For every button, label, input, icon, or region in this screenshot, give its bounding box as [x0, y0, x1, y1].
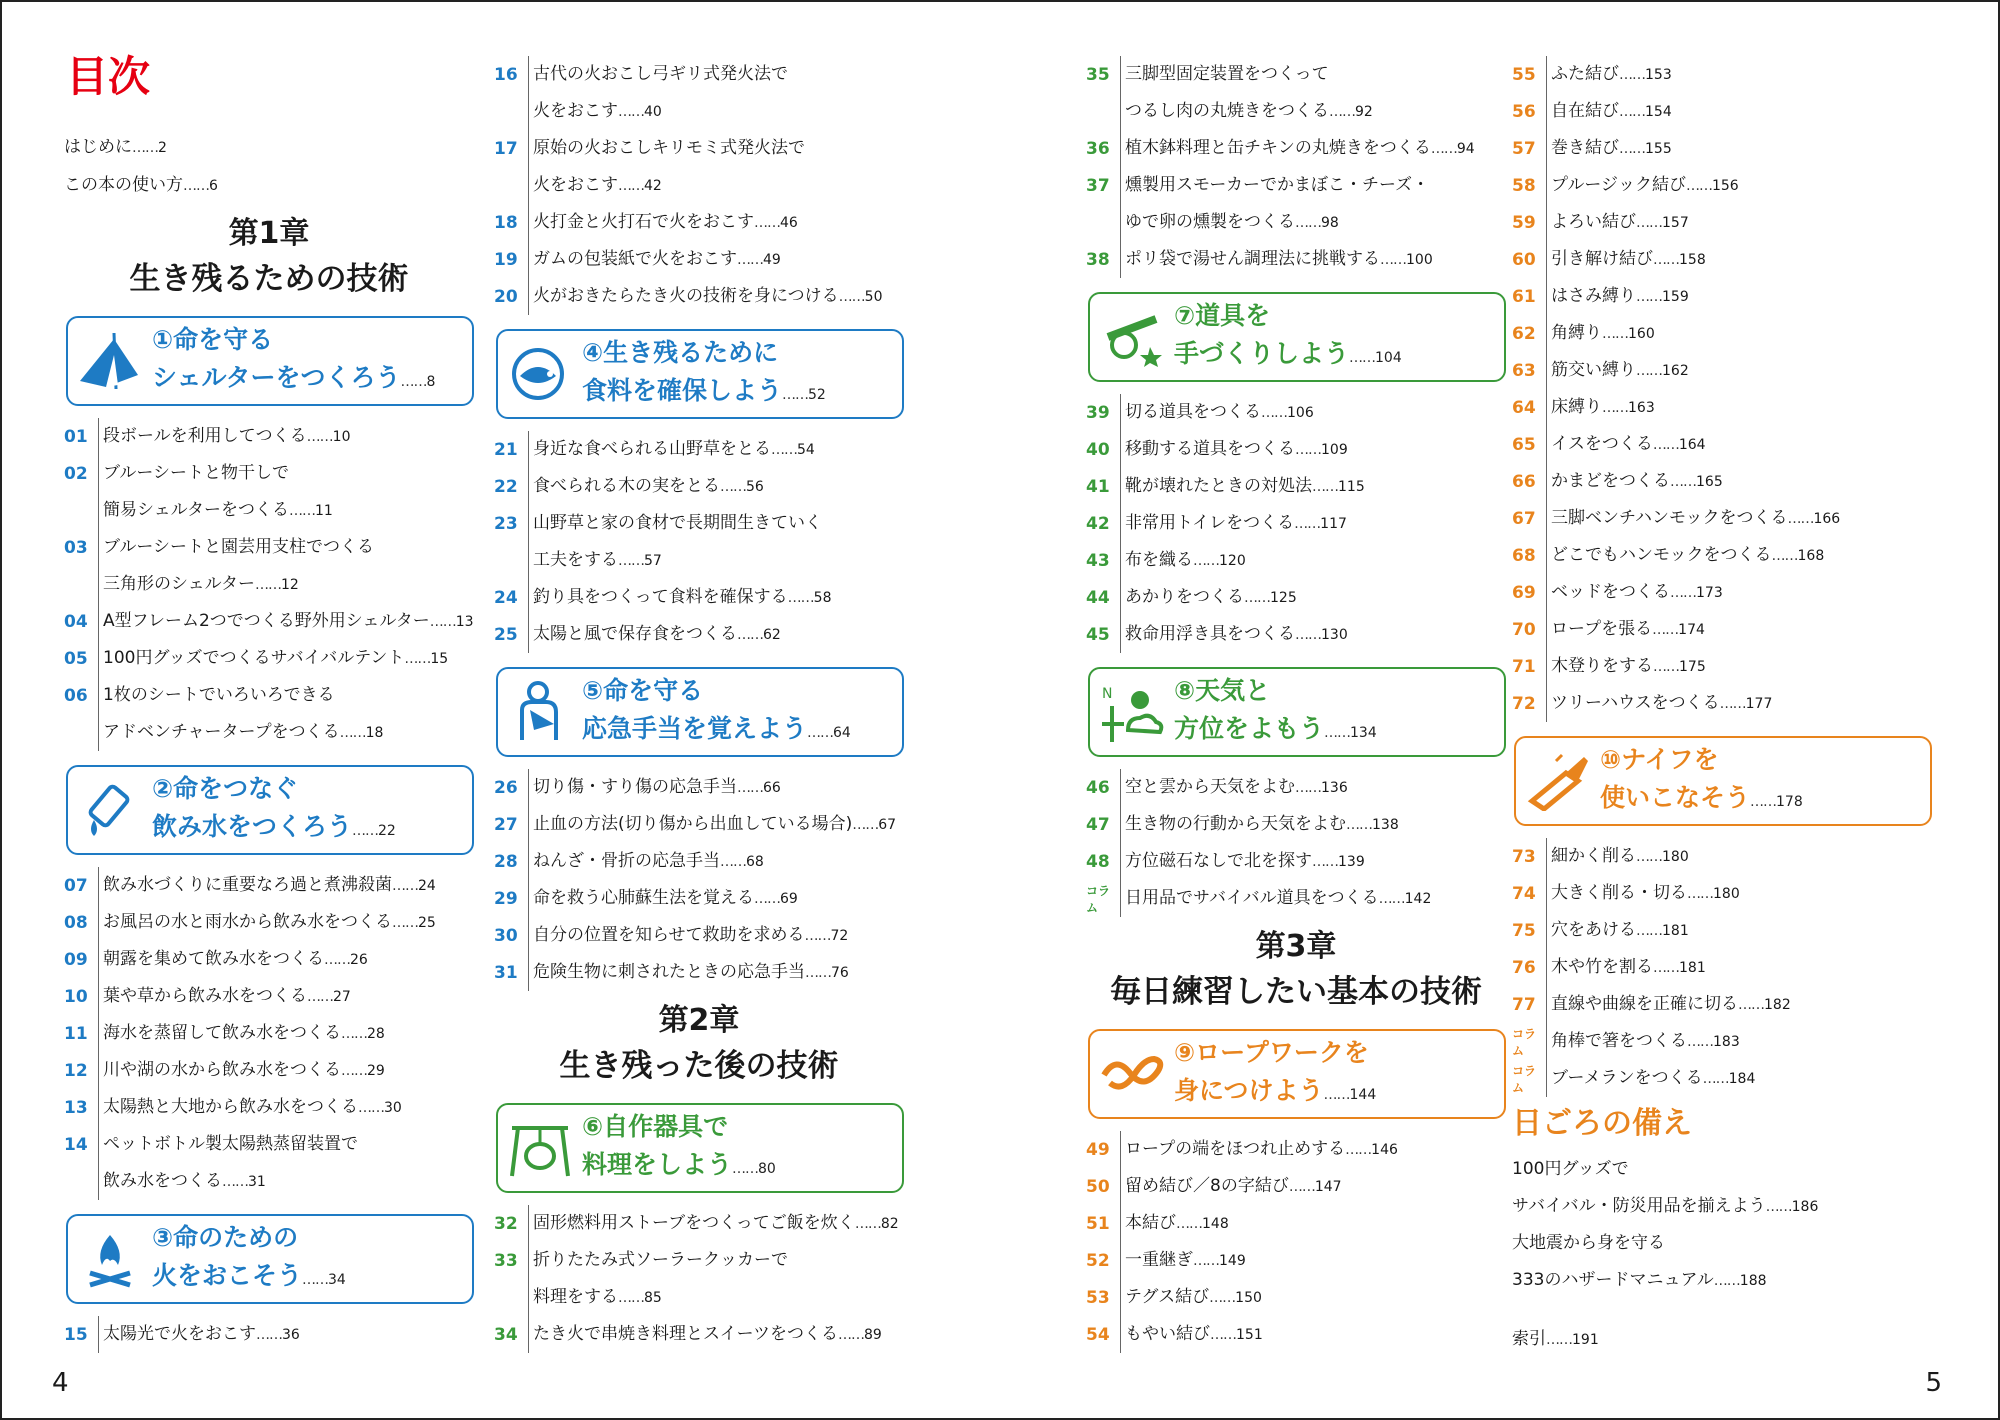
- section-3-box[interactable]: ③命のための 火をおこそう…… 34: [66, 1214, 474, 1304]
- toc-item[interactable]: 42 非常用トイレをつくる…… 117: [1086, 505, 1506, 542]
- toc-item[interactable]: 45 救命用浮き具をつくる…… 130: [1086, 616, 1506, 653]
- column-2: [494, 56, 904, 1353]
- toc-item[interactable]: 10 葉や草から飲み水をつくる…… 27: [64, 978, 474, 1015]
- toc-item[interactable]: 12 川や湖の水から飲み水をつくる…… 29: [64, 1052, 474, 1089]
- toc-item[interactable]: 24 釣り具をつくって食料を確保する…… 58: [494, 579, 904, 616]
- toc-item[interactable]: 34 たき火で串焼き料理とスイーツをつくる…… 89: [494, 1316, 904, 1353]
- section-1-box[interactable]: ①命を守る シェルターをつくろう…… 8: [66, 316, 474, 406]
- toc-item[interactable]: 26 切り傷・すり傷の応急手当…… 66: [494, 769, 904, 806]
- section-6-box[interactable]: ⑥自作器具で 料理をしよう…… 80: [496, 1103, 904, 1193]
- toc-item[interactable]: 57 巻き結び…… 155: [1512, 130, 1932, 167]
- toc-item[interactable]: 77 直線や曲線を正確に切る…… 182: [1512, 986, 1932, 1023]
- toc-item[interactable]: 67 三脚ベンチハンモックをつくる…… 166: [1512, 500, 1932, 537]
- toc-item[interactable]: 15 太陽光で火をおこす…… 36: [64, 1316, 474, 1353]
- intro-item[interactable]: この本の使い方…… 6: [64, 166, 474, 204]
- chapter-1-heading: 第1章 生き残るための技術: [129, 216, 409, 297]
- toc-item[interactable]: 38 ポリ袋で湯せん調理法に挑戦する…… 100: [1086, 241, 1506, 278]
- toc-item[interactable]: 63 筋交い縛り…… 162: [1512, 352, 1932, 389]
- toc-item[interactable]: 30 自分の位置を知らせて救助を求める…… 72: [494, 917, 904, 954]
- toc-item[interactable]: 20 火がおきたらたき火の技術を身につける…… 50: [494, 278, 904, 315]
- first-aid-person-icon: [498, 670, 582, 754]
- toc-item[interactable]: 48 方位磁石なしで北を探す…… 139: [1086, 843, 1506, 880]
- chapter-2-heading: 第2章 生き残った後の技術: [559, 1003, 839, 1084]
- toc-item[interactable]: 44 あかりをつくる…… 125: [1086, 579, 1506, 616]
- toc-item[interactable]: 13 太陽熱と大地から飲み水をつくる…… 30: [64, 1089, 474, 1126]
- toc-item-continued[interactable]: ゆで卵の燻製をつくる…… 98: [1086, 204, 1506, 241]
- section-10-box[interactable]: ⑩ナイフを 使いこなそう…… 178: [1514, 736, 1932, 826]
- toc-item-column[interactable]: コラム 日用品でサバイバル道具をつくる…… 142: [1086, 880, 1506, 917]
- svg-text:N: N: [1102, 686, 1113, 702]
- toc-item[interactable]: 29 命を救う心肺蘇生法を覚える…… 69: [494, 880, 904, 917]
- toc-item-continued[interactable]: 工夫をする…… 57: [494, 542, 904, 579]
- toc-item[interactable]: 43 布を織る…… 120: [1086, 542, 1506, 579]
- toc-item[interactable]: 11 海水を蒸留して飲み水をつくる…… 28: [64, 1015, 474, 1052]
- toc-item[interactable]: 75 穴をあける…… 181: [1512, 912, 1932, 949]
- toc-item-column[interactable]: コラム 角棒で箸をつくる…… 183: [1512, 1023, 1932, 1060]
- toc-item[interactable]: 61 はさみ縛り…… 159: [1512, 278, 1932, 315]
- toc-item[interactable]: 23 山野草と家の食材で長期間生きていく: [494, 505, 904, 542]
- cooking-pot-tripod-icon: [498, 1106, 582, 1190]
- toc-item-continued[interactable]: つるし肉の丸焼きをつくる…… 92: [1086, 93, 1506, 130]
- toc-item[interactable]: 55 ふた結び…… 153: [1512, 56, 1932, 93]
- toc-item[interactable]: 65 イスをつくる…… 164: [1512, 426, 1932, 463]
- toc-item-continued[interactable]: 料理をする…… 85: [494, 1279, 904, 1316]
- preparedness-heading: 日ごろの備え: [1512, 1106, 1692, 1141]
- weather-compass-icon: [1090, 670, 1174, 754]
- index-item[interactable]: 索引…… 191: [1512, 1321, 1932, 1358]
- toc-item[interactable]: 72 ツリーハウスをつくる…… 177: [1512, 685, 1932, 722]
- toc-item[interactable]: 68 どこでもハンモックをつくる…… 168: [1512, 537, 1932, 574]
- column-3: [1086, 56, 1506, 1353]
- column-1: [64, 44, 474, 1353]
- toc-item[interactable]: 06 1枚のシートでいろいろできる: [64, 677, 474, 714]
- toc-item-column[interactable]: コラム ブーメランをつくる…… 184: [1512, 1060, 1932, 1097]
- fish-food-icon: [498, 332, 582, 416]
- preparedness-item[interactable]: 100円グッズで: [1512, 1159, 1629, 1179]
- toc-item[interactable]: 52 一重継ぎ…… 149: [1086, 1242, 1506, 1279]
- toc-item[interactable]: 04 A型フレーム2つでつくる野外用シェルター…… 13: [64, 603, 474, 640]
- toc-item[interactable]: 35 三脚型固定装置をつくって: [1086, 56, 1506, 93]
- water-bottle-icon: [68, 768, 152, 852]
- chapter-3-heading: 第3章 毎日練習したい基本の技術: [1110, 929, 1482, 1010]
- toc-item[interactable]: 39 切る道具をつくる…… 106: [1086, 394, 1506, 431]
- page-number-left: 4: [52, 1368, 69, 1398]
- toc-item[interactable]: 58 プルージック結び…… 156: [1512, 167, 1932, 204]
- toc-item[interactable]: 27 止血の方法(切り傷から出血している場合)…… 67: [494, 806, 904, 843]
- preparedness-item[interactable]: 大地震から身を守る: [1512, 1233, 1665, 1253]
- toc-item[interactable]: 03 ブルーシートと園芸用支柱でつくる: [64, 529, 474, 566]
- toc-item[interactable]: 16 古代の火おこし弓ギリ式発火法で: [494, 56, 904, 93]
- toc-item[interactable]: 08 お風呂の水と雨水から飲み水をつくる…… 25: [64, 904, 474, 941]
- toc-item[interactable]: 32 固形燃料用ストーブをつくってご飯を炊く…… 82: [494, 1205, 904, 1242]
- toc-item[interactable]: 25 太陽と風で保存食をつくる…… 62: [494, 616, 904, 653]
- toc-item[interactable]: 66 かまどをつくる…… 165: [1512, 463, 1932, 500]
- toc-item-continued[interactable]: アドベンチャータープをつくる…… 18: [64, 714, 474, 751]
- section-7-box[interactable]: ⑦道具を 手づくりしよう…… 104: [1088, 292, 1506, 382]
- rope-knot-icon: [1090, 1032, 1174, 1116]
- toc-item[interactable]: 59 よろい結び…… 157: [1512, 204, 1932, 241]
- campfire-icon: [68, 1217, 152, 1301]
- toc-item-continued[interactable]: 簡易シェルターをつくる…… 11: [64, 492, 474, 529]
- toc-item[interactable]: 40 移動する道具をつくる…… 109: [1086, 431, 1506, 468]
- toc-item[interactable]: 62 角縛り…… 160: [1512, 315, 1932, 352]
- toc-item[interactable]: 50 留め結び／8の字結び…… 147: [1086, 1168, 1506, 1205]
- toc-title: 目次: [66, 52, 151, 101]
- toc-item[interactable]: 71 木登りをする…… 175: [1512, 648, 1932, 685]
- toc-item[interactable]: 64 床縛り…… 163: [1512, 389, 1932, 426]
- toc-item[interactable]: 46 空と雲から天気をよむ…… 136: [1086, 769, 1506, 806]
- toc-item[interactable]: 37 燻製用スモーカーでかまぼこ・チーズ・: [1086, 167, 1506, 204]
- toc-item[interactable]: 19 ガムの包装紙で火をおこす…… 49: [494, 241, 904, 278]
- section-4-box[interactable]: ④生き残るために 食料を確保しよう…… 52: [496, 329, 904, 419]
- toc-item-continued[interactable]: 火をおこす…… 42: [494, 167, 904, 204]
- intro-item[interactable]: はじめに…… 2: [64, 128, 474, 166]
- toc-item[interactable]: 05 100円グッズでつくるサバイバルテント…… 15: [64, 640, 474, 677]
- toc-item[interactable]: 09 朝露を集めて飲み水をつくる…… 26: [64, 941, 474, 978]
- section-2-box[interactable]: ②命をつなぐ 飲み水をつくろう…… 22: [66, 765, 474, 855]
- toc-item[interactable]: 51 本結び…… 148: [1086, 1205, 1506, 1242]
- toc-item[interactable]: 22 食べられる木の実をとる…… 56: [494, 468, 904, 505]
- toc-item[interactable]: 41 靴が壊れたときの対処法…… 115: [1086, 468, 1506, 505]
- knife-icon: [1516, 739, 1600, 823]
- preparedness-item[interactable]: サバイバル・防災用品を揃えよう…… 186: [1512, 1188, 1932, 1225]
- toc-item[interactable]: 60 引き解け結び…… 158: [1512, 241, 1932, 278]
- toc-item[interactable]: 47 生き物の行動から天気をよむ…… 138: [1086, 806, 1506, 843]
- toc-item[interactable]: 18 火打金と火打石で火をおこす…… 46: [494, 204, 904, 241]
- toc-item[interactable]: 76 木や竹を割る…… 181: [1512, 949, 1932, 986]
- section-5-box[interactable]: ⑤命を守る 応急手当を覚えよう…… 64: [496, 667, 904, 757]
- toc-item[interactable]: 53 テグス結び…… 150: [1086, 1279, 1506, 1316]
- handmade-tool-icon: [1090, 295, 1174, 379]
- toc-item-continued[interactable]: 飲み水をつくる…… 31: [64, 1163, 474, 1200]
- toc-item[interactable]: 56 自在結び…… 154: [1512, 93, 1932, 130]
- toc-item-continued[interactable]: 火をおこす…… 40: [494, 93, 904, 130]
- toc-item[interactable]: 28 ねんざ・骨折の応急手当…… 68: [494, 843, 904, 880]
- toc-item[interactable]: 31 危険生物に刺されたときの応急手当…… 76: [494, 954, 904, 991]
- toc-item[interactable]: 69 ベッドをつくる…… 173: [1512, 574, 1932, 611]
- toc-item[interactable]: 70 ロープを張る…… 174: [1512, 611, 1932, 648]
- toc-item-continued[interactable]: 三角形のシェルター…… 12: [64, 566, 474, 603]
- toc-item[interactable]: 33 折りたたみ式ソーラークッカーで: [494, 1242, 904, 1279]
- toc-item[interactable]: 01 段ボールを利用してつくる…… 10: [64, 418, 474, 455]
- toc-item[interactable]: 02 ブルーシートと物干しで: [64, 455, 474, 492]
- column-4: [1512, 56, 1932, 1358]
- toc-item[interactable]: 74 大きく削る・切る…… 180: [1512, 875, 1932, 912]
- toc-item[interactable]: 54 もやい結び…… 151: [1086, 1316, 1506, 1353]
- preparedness-item[interactable]: 333のハザードマニュアル…… 188: [1512, 1262, 1932, 1299]
- toc-item[interactable]: 73 細かく削る…… 180: [1512, 838, 1932, 875]
- toc-item[interactable]: 36 植木鉢料理と缶チキンの丸焼きをつくる…… 94: [1086, 130, 1506, 167]
- toc-item[interactable]: 49 ロープの端をほつれ止めする…… 146: [1086, 1131, 1506, 1168]
- tent-icon: [68, 319, 152, 403]
- section-9-box[interactable]: ⑨ロープワークを 身につけよう…… 144: [1088, 1029, 1506, 1119]
- toc-item[interactable]: 17 原始の火おこしキリモミ式発火法で: [494, 130, 904, 167]
- toc-item[interactable]: 21 身近な食べられる山野草をとる…… 54: [494, 431, 904, 468]
- page-number-right: 5: [1925, 1368, 1942, 1398]
- toc-item[interactable]: 14 ペットボトル製太陽熱蒸留装置で: [64, 1126, 474, 1163]
- section-8-box[interactable]: N ⑧天気と 方位をよもう…… 134: [1088, 667, 1506, 757]
- toc-item[interactable]: 07 飲み水づくりに重要なろ過と煮沸殺菌…… 24: [64, 867, 474, 904]
